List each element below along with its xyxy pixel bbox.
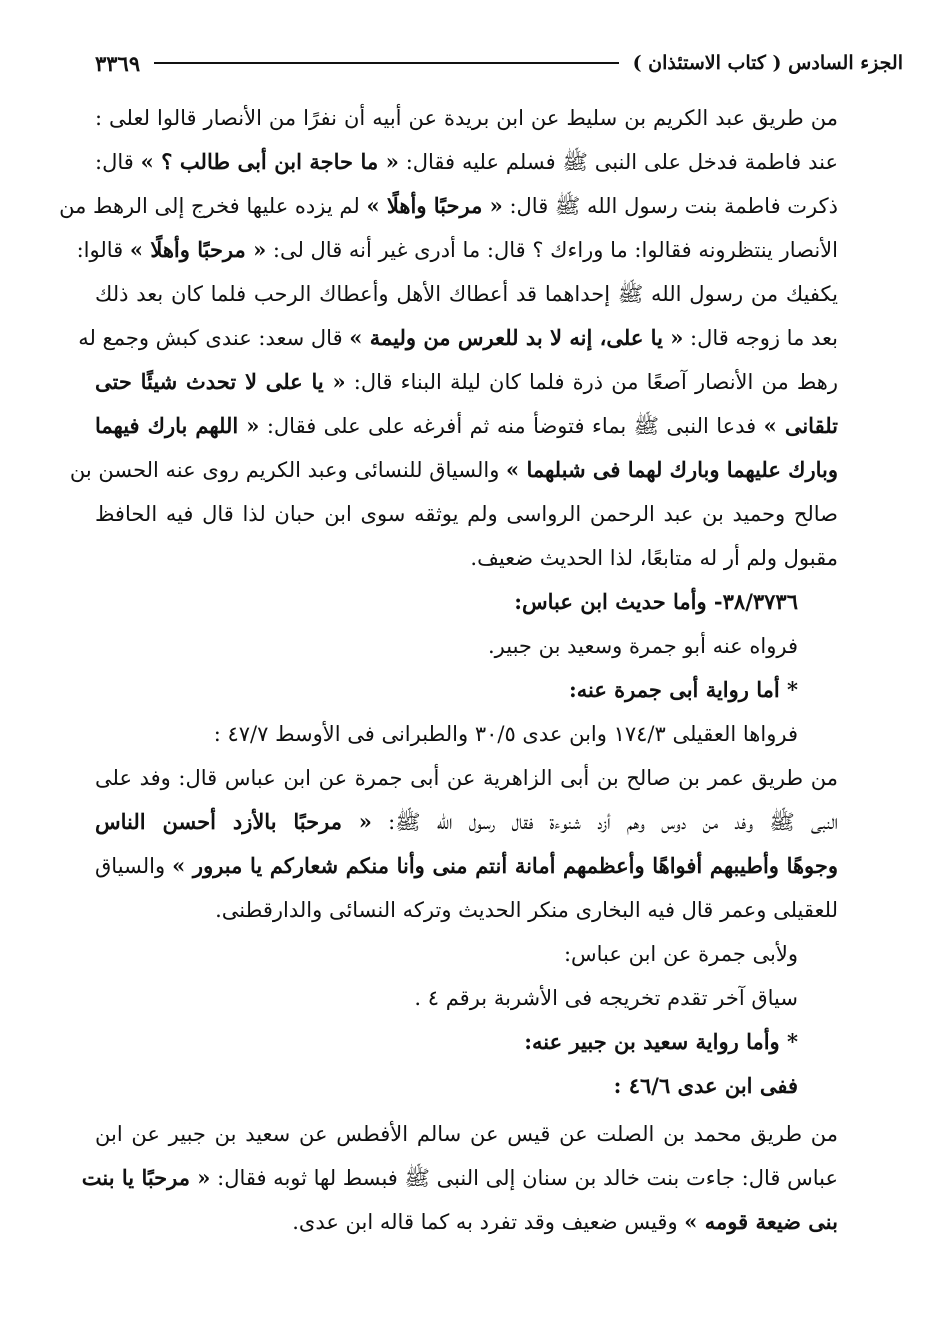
sub-heading-abi-jamra: * أما رواية أبى جمرة عنه:: [568, 677, 798, 702]
text-line: [59, 184, 838, 228]
text-line: [95, 1200, 838, 1244]
other-chain-line: ولأبى جمرة عن ابن عباس:: [563, 942, 798, 966]
text-line: [95, 888, 838, 932]
page-number: ٣٣٦٩: [95, 50, 141, 76]
line-text: يكفيك من رسول الله ﷺ إحداهما قد أعطاك الأهل وأعطاك الرحب فلما كان بعد ذلك: [95, 282, 838, 306]
line-text: عباس قال: جاءت بنت خالد بن سنان إلى النبى ﷺ فبسط لها ثوبه فقال:: [210, 1166, 838, 1190]
quoted-text: وبارك عليهما وبارك لهما فى شبلهما »: [506, 457, 838, 482]
text-line: [95, 844, 838, 888]
line-text: النبى ﷺ وفد من دوس وهم أزد شنوءة فقال رسول الله ﷺ:: [371, 810, 839, 834]
quoted-text: بنى ضيعة قومه »: [684, 1209, 838, 1234]
text-line: [69, 448, 838, 492]
line-text: من طريق عمر بن صالح بن أبى الزاهرية عن أبى جمرة عن ابن عباس قال: وفد على: [95, 766, 838, 790]
paragraph-hadith-khalid: [81, 1112, 838, 1244]
sub-heading-said: * وأما رواية سعيد بن جبير عنه:: [524, 1029, 798, 1054]
other-note-line: سياق آخر تقدم تخريجه فى الأشربة برقم ٤ .: [414, 986, 798, 1010]
line-text: والسياق للنسائى وعبد الكريم روى عنه الحسن بن: [69, 458, 507, 482]
sources-line: فرواها العقيلى ١٧٤/٣ وابن عدى ٣٠/٥ والطبرانى فى الأوسط ٤٧/٧ :: [213, 722, 798, 746]
page-header: [95, 44, 903, 82]
quoted-text: « مرحبًا بالأزد أحسن الناس: [95, 809, 372, 834]
section-heading-text: ٣٨/٣٧٣٦- وأما حديث ابن عباس:: [514, 589, 798, 614]
line-text: قال:: [95, 150, 141, 174]
line-text: عند فاطمة فدخل على النبى ﷺ فسلم عليه فقال:: [398, 150, 838, 174]
section-heading: [95, 580, 838, 624]
source-ibn-adi: ففى ابن عدى ٤٦/٦ :: [613, 1073, 798, 1098]
text-line: [95, 360, 838, 404]
text-line: [95, 404, 838, 448]
line-text: ذكرت فاطمة بنت رسول الله ﷺ قال:: [502, 194, 838, 218]
quoted-text: « مرحبًا يا بنت: [81, 1165, 211, 1190]
narrators-line: فرواه عنه أبو جمرة وسعيد بن جبير.: [488, 634, 798, 658]
line-text: للعقيلى وعمر قال فيه البخارى منكر الحديث وتركه النسائى والدارقطنى.: [215, 898, 838, 922]
text-line: [95, 1112, 838, 1156]
line-text: فدعا النبى ﷺ بماء فتوضأ منه ثم أفرغه على على فقال:: [259, 414, 764, 438]
quoted-text: « يا على لا تحدث شيئًا حتى: [95, 369, 346, 394]
running-title: الجزء السادس ( كتاب الاستئذان ): [632, 52, 903, 74]
page-body: [59, 96, 839, 1244]
quoted-text: « مرحبًا وأهلًا »: [366, 193, 503, 218]
quoted-text: تلقانى »: [763, 413, 839, 438]
line-text: لم يزده عليها فخرج إلى الرهط من: [59, 194, 367, 218]
paragraph-hadith-azd: [95, 756, 838, 932]
text-line: [95, 272, 838, 316]
text-line: [95, 492, 838, 536]
paragraph-hadith-ali: [59, 96, 839, 580]
line-text: قالوا:: [76, 238, 130, 262]
quoted-text: وجوهًا وأطيبهم أفواهًا وأعظمهم أمانة أنتم منى وأنا منكم شعاركم يا مبرور »: [172, 853, 839, 878]
line-text: قال سعد: عندى كبش وجمع له: [78, 326, 350, 350]
text-line: [95, 536, 838, 580]
line-text: وقيس ضعيف وقد تفرد به كما قاله ابن عدى.: [292, 1210, 685, 1234]
quoted-text: « مرحبًا وأهلًا »: [129, 237, 267, 262]
line-text: بعد ما زوجه قال:: [683, 326, 838, 350]
text-line: [95, 140, 838, 184]
quoted-text: « اللهم بارك فيهما: [95, 413, 260, 438]
line-text: مقبول ولم أر له متابعًا، لذا الحديث ضعيف.: [470, 546, 838, 570]
line-text: الأنصار ينتظرونه فقالوا: ما وراءك ؟ قال: ما أدرى غير أنه قال لى:: [266, 238, 838, 262]
text-line: [95, 96, 838, 140]
text-line: [76, 228, 838, 272]
header-rule: [154, 62, 618, 64]
line-text: من طريق محمد بن الصلت عن قيس عن سالم الأفطس عن سعيد بن جبير عن ابن: [95, 1122, 838, 1146]
line-text: رهط من الأنصار آصعًا من ذرة فلما كان ليلة البناء قال:: [345, 370, 838, 394]
text-line: [78, 316, 838, 360]
quoted-text: « يا على، إنه لا بد للعرس من وليمة »: [349, 325, 684, 350]
text-line: [95, 756, 838, 800]
line-text: والسياق: [95, 854, 173, 878]
line-text: من طريق عبد الكريم بن سليط عن ابن بريدة عن أبيه أن نفرًا من الأنصار قالوا لعلى :: [95, 106, 838, 130]
text-line: [95, 800, 838, 844]
text-line: [81, 1156, 838, 1200]
line-text: صالح وحميد بن عبد الرحمن الرواسى ولم يوثقه سوى ابن حبان لذا قال فيه الحافظ: [95, 502, 838, 526]
quoted-text: « ما حاجة ابن أبى طالب ؟ »: [140, 149, 399, 174]
